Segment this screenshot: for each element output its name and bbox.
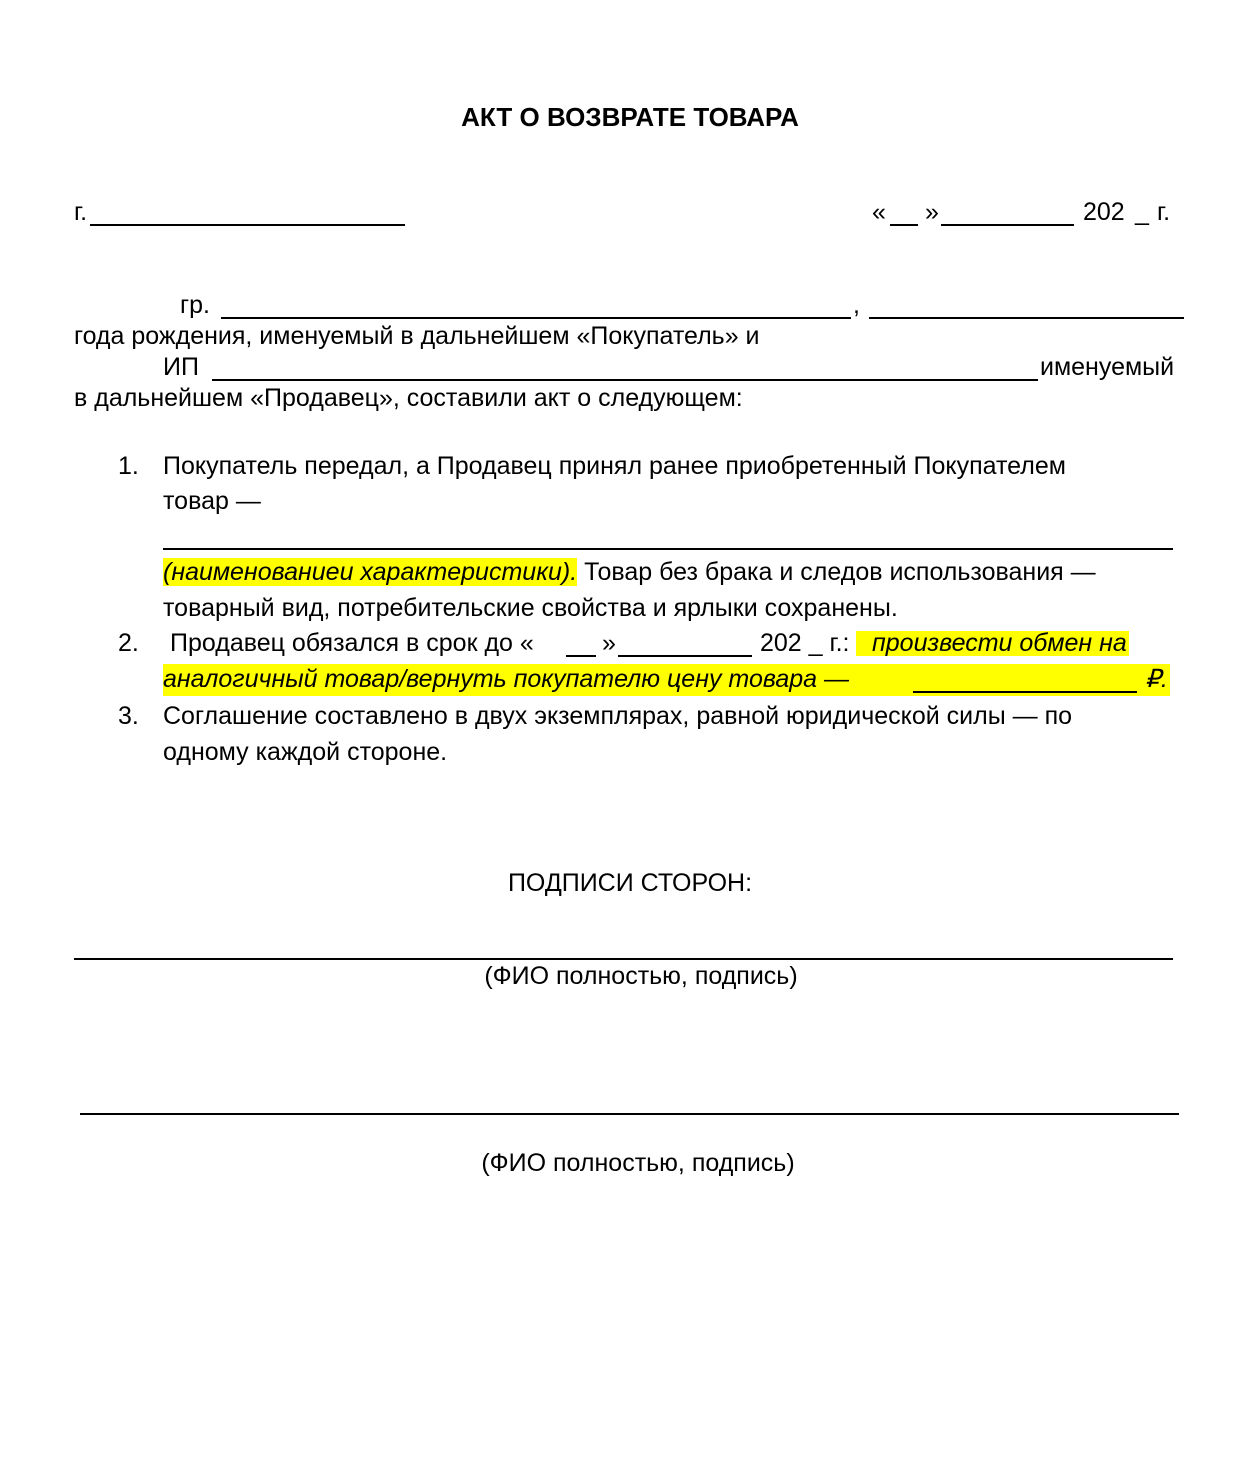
date-close-quote: » <box>925 198 939 226</box>
item1-line2: товар — <box>163 487 261 515</box>
party1-comma: , <box>853 291 860 319</box>
item1-line4: товарный вид, потребительские свойства и ярлыки сохранены. <box>163 594 898 622</box>
item1-goods-blank <box>163 548 1173 550</box>
signature-line-2 <box>80 1113 1179 1115</box>
date-open-quote: « <box>872 198 886 226</box>
party1-tail: года рождения, именуемый в дальнейшем «Покупатель» и <box>74 322 760 350</box>
party2-name-blank <box>212 379 1038 381</box>
item2-day-blank <box>566 655 596 657</box>
signature-line-1 <box>74 958 1173 960</box>
date-day-blank <box>890 224 918 226</box>
item2-line1-start: Продавец обязался в срок до « <box>170 629 534 657</box>
item1-line3-rest: Товар без брака и следов использования — <box>577 558 1096 586</box>
item3-line2: одному каждой стороне. <box>163 738 448 766</box>
document-title: АКТ О ВОЗВРАТЕ ТОВАРА <box>461 102 799 132</box>
party2-prefix: ИП <box>163 353 199 381</box>
item2-amount-blank <box>913 691 1137 693</box>
item1-goods-placeholder: (наименованиеи характеристики). <box>163 558 578 586</box>
item2-month-blank <box>618 655 752 657</box>
item1-line3 <box>163 560 1096 585</box>
signature-caption-1: (ФИО полностью, подпись) <box>484 962 798 990</box>
party1-prefix: гр. <box>180 291 210 319</box>
party2-tail: в дальнейшем «Продавец», составили акт о следующем: <box>74 384 743 412</box>
city-prefix: г. <box>74 198 88 226</box>
item2-close-quote: » <box>602 629 616 657</box>
party2-suffix: именуемый <box>1040 353 1175 381</box>
date-suffix: г. <box>1157 198 1171 226</box>
item2-number: 2. <box>118 629 139 657</box>
item2-option2: аналогичный товар/вернуть покупателю цену товара — <box>163 665 850 693</box>
item1-line1: Покупатель передал, а Продавец принял ранее приобретенный Покупателем <box>163 452 1066 480</box>
date-month-blank <box>941 224 1074 226</box>
date-year: 202 <box>1083 198 1125 226</box>
party1-birth-blank <box>869 317 1184 319</box>
signature-caption-2: (ФИО полностью, подпись) <box>481 1149 795 1177</box>
party1-name-blank <box>221 317 851 319</box>
item2-option1: произвести обмен на <box>856 631 1129 656</box>
item2-year-text: 202 _ г.: <box>760 629 850 657</box>
city-blank-line <box>90 224 405 226</box>
item3-number: 3. <box>118 702 139 730</box>
item2-currency: ₽. <box>1145 665 1168 693</box>
signatures-heading: ПОДПИСИ СТОРОН: <box>507 869 753 897</box>
date-year-blank: _ <box>1135 198 1149 226</box>
item1-number: 1. <box>118 452 139 480</box>
item3-line1: Соглашение составлено в двух экземплярах, равной юридической силы — по <box>163 702 1073 730</box>
